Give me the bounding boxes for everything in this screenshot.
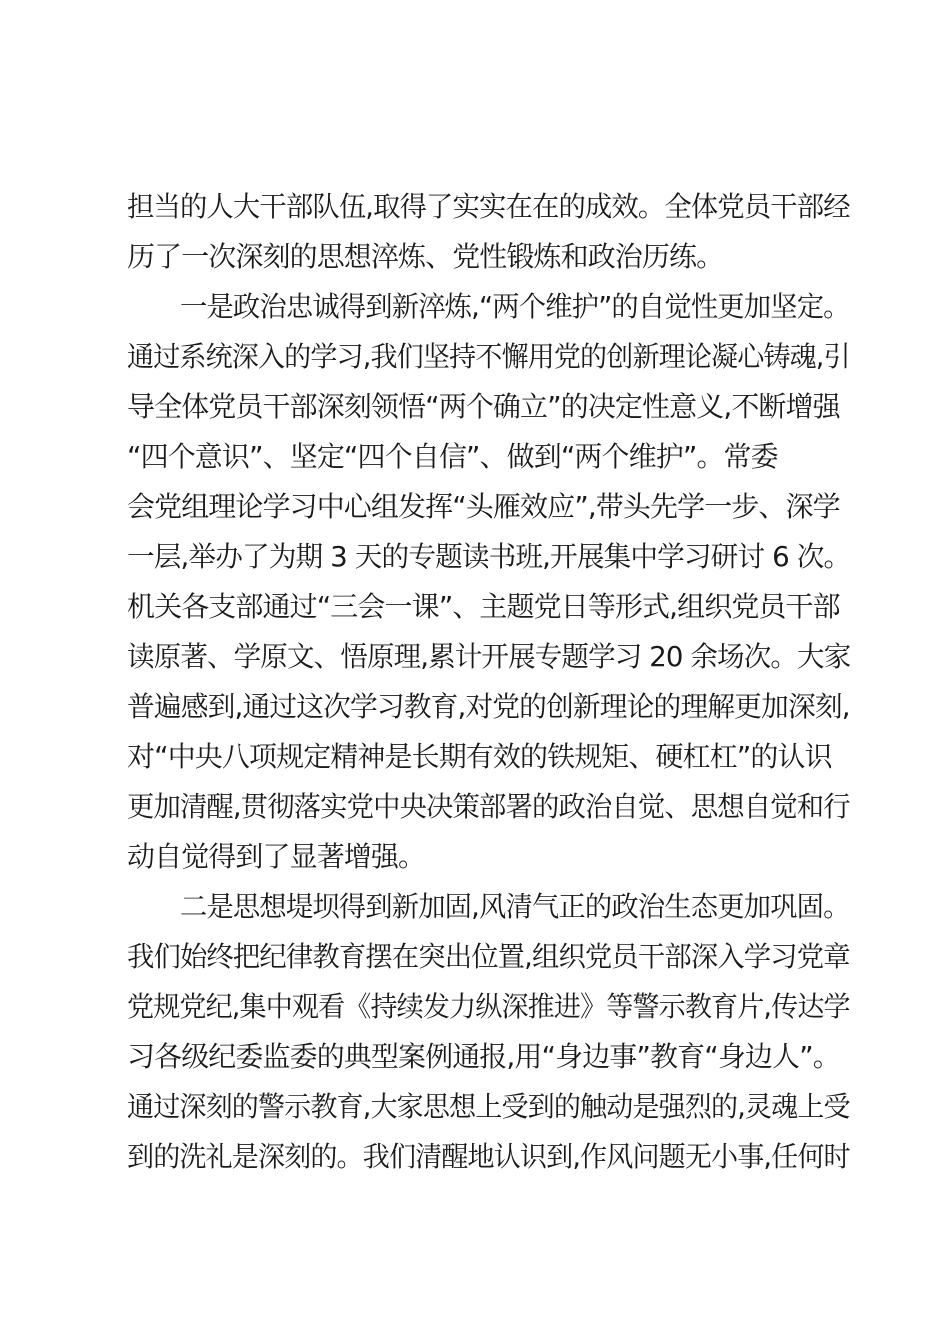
- text-line: 习各级纪委监委的典型案例通报,用“身边事”教育“身边人”。: [127, 1040, 840, 1073]
- text-line: “四个意识”、坚定“四个自信”、做到“两个维护”。常委: [127, 440, 778, 473]
- text-line: 一层,举办了为期 3 天的专题读书班,开展集中学习研讨 6 次。: [127, 540, 851, 573]
- text-line: 我们始终把纪律教育摆在突出位置,组织党员干部深入学习党章: [127, 940, 850, 973]
- text-line: 历了一次深刻的思想淬炼、党性锻炼和政治历练。: [127, 240, 724, 273]
- text-line: 会党组理论学习中心组发挥“头雁效应”,带头先学一步、深学: [127, 490, 840, 523]
- text-line: 通过深刻的警示教育,大家思想上受到的触动是强烈的,灵魂上受: [127, 1090, 850, 1123]
- paragraph-lead-line: 二是思想堤坝得到新加固,风清气正的政治生态更加巩固。: [180, 890, 850, 923]
- text-line: 读原著、学原文、悟原理,累计开展专题学习 20 余场次。大家: [127, 640, 851, 673]
- text-line: 导全体党员干部深刻领悟“两个确立”的决定性意义,不断增强: [127, 390, 840, 423]
- text-line: 担当的人大干部队伍,取得了实实在在的成效。全体党员干部经: [127, 190, 850, 223]
- text-line: 党规党纪,集中观看《持续发力纵深推进》等警示教育片,传达学: [127, 990, 850, 1023]
- text-line: 通过系统深入的学习,我们坚持不懈用党的创新理论凝心铸魂,引: [127, 340, 850, 373]
- text-line: 普遍感到,通过这次学习教育,对党的创新理论的理解更加深刻,: [127, 690, 850, 723]
- text-line: 更加清醒,贯彻落实党中央决策部署的政治自觉、思想自觉和行: [127, 790, 850, 823]
- text-line: 机关各支部通过“三会一课”、主题党日等形式,组织党员干部: [127, 590, 840, 623]
- text-line: 动自觉得到了显著增强。: [127, 840, 426, 873]
- paragraph-lead-line: 一是政治忠诚得到新淬炼,“两个维护”的自觉性更加坚定。: [180, 290, 850, 323]
- text-line: 对“中央八项规定精神是长期有效的铁规矩、硬杠杠”的认识: [127, 740, 832, 773]
- text-line: 到的洗礼是深刻的。我们清醒地认识到,作风问题无小事,任何时: [127, 1140, 850, 1173]
